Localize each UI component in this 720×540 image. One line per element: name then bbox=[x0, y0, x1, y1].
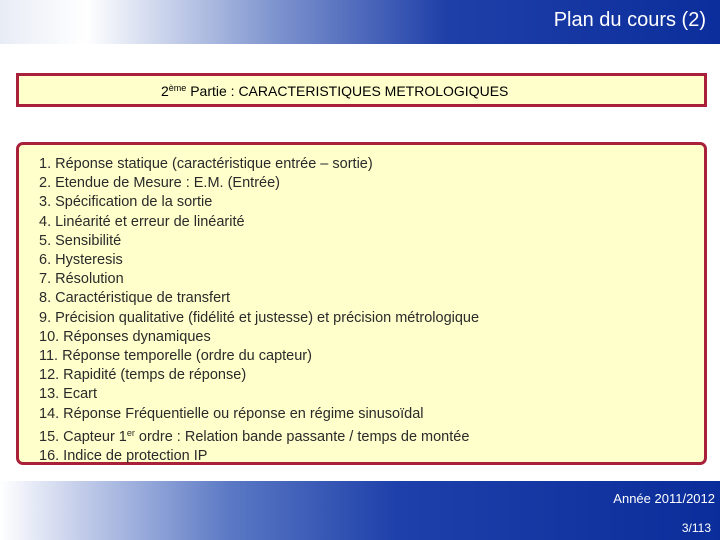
list-item: 16. Indice de protection IP bbox=[39, 448, 208, 465]
list-item-text: 15. Capteur 1 bbox=[39, 428, 127, 445]
page-number: 3/113 bbox=[681, 521, 711, 535]
list-item: 13. Ecart bbox=[39, 386, 98, 403]
list-item: 7. Résolution bbox=[39, 271, 124, 288]
list-item: 10. Réponses dynamiques bbox=[39, 328, 211, 345]
list-item: 1. Réponse statique (caractéristique entrée – sortie) bbox=[39, 156, 373, 172]
list-item: 2. Etendue de Mesure : E.M. (Entrée) bbox=[39, 175, 280, 192]
header-bar bbox=[0, 0, 720, 44]
part-title bbox=[161, 83, 508, 99]
list-item: 11. Réponse temporelle (ordre du capteur) bbox=[39, 348, 312, 365]
part-ordinal-suffix: ème bbox=[168, 83, 187, 93]
list-item: 14. Réponse Fréquentielle ou réponse en régime sinusoïdal bbox=[39, 405, 424, 422]
list-item-text: ordre : Relation bande passante / temps de montée bbox=[134, 428, 470, 445]
list-item: 6. Hysteresis bbox=[39, 252, 123, 269]
list-item-superscript: er bbox=[126, 427, 135, 438]
list-item: 12. Rapidité (temps de réponse) bbox=[39, 367, 247, 384]
list-item: 3. Spécification de la sortie bbox=[39, 194, 213, 211]
part-title-box bbox=[16, 73, 707, 107]
list-item: 5. Sensibilité bbox=[39, 232, 122, 249]
list-item: 8. Caractéristique de transfert bbox=[39, 290, 231, 307]
list-item: 9. Précision qualitative (fidélité et justesse) et précision métrologique bbox=[39, 309, 480, 326]
footer-bar bbox=[0, 481, 720, 540]
part-text: Partie : CARACTERISTIQUES METROLOGIQUES bbox=[186, 83, 509, 99]
list-item: 4. Linéarité et erreur de linéarité bbox=[39, 213, 245, 230]
footer-year: Année 2011/2012 bbox=[613, 491, 715, 506]
list-item bbox=[39, 424, 479, 447]
content-list-box bbox=[16, 142, 707, 465]
outline-list bbox=[39, 155, 479, 466]
slide-title: Plan du cours (2) bbox=[553, 9, 706, 31]
part-number: 2 bbox=[161, 83, 169, 99]
